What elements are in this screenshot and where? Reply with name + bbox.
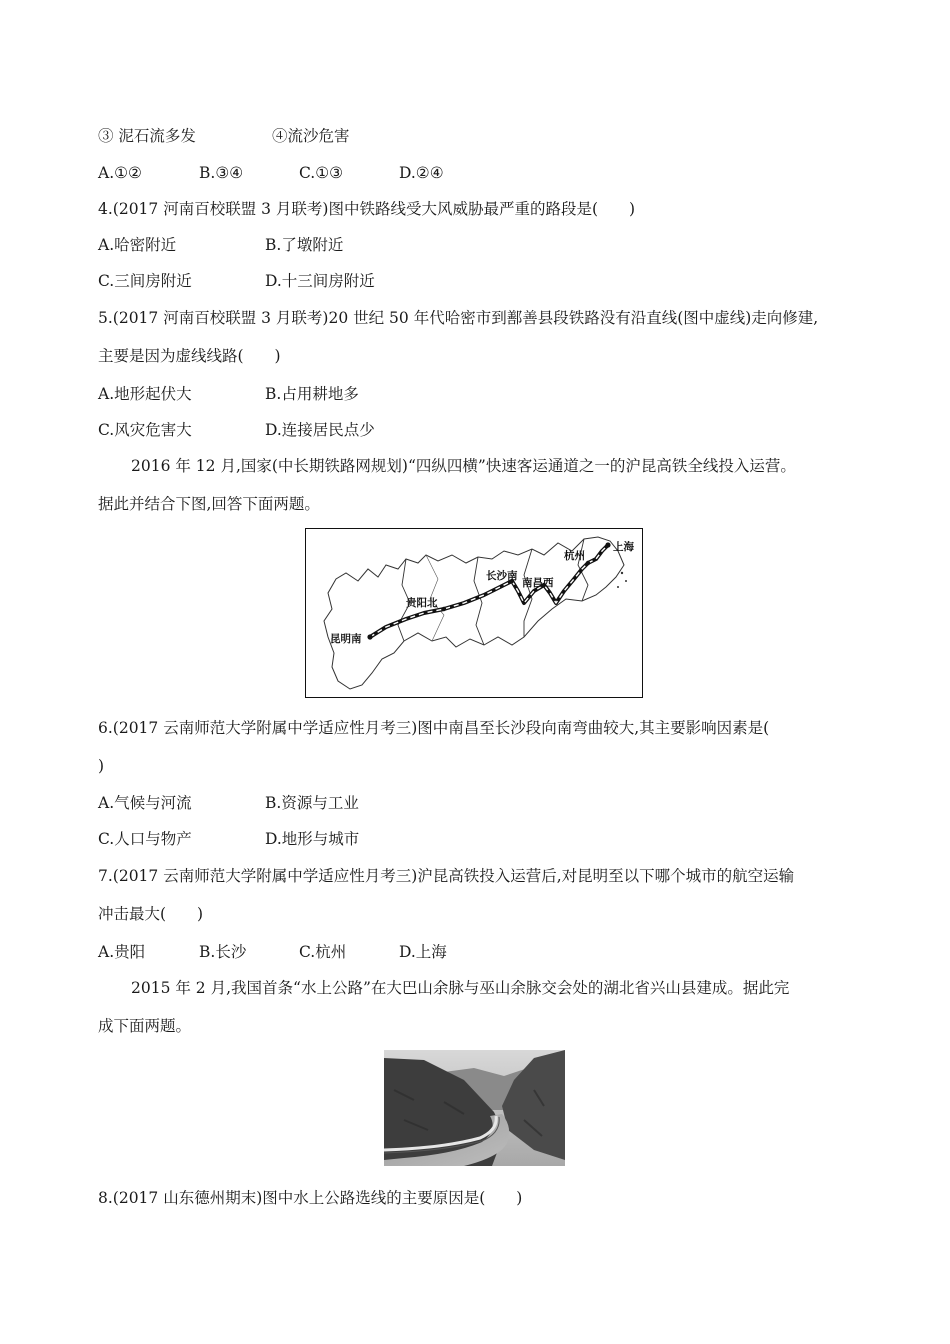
q6-stem-line2: ) [98, 757, 105, 775]
paragraph-water-road-line1: 2015 年 2 月,我国首条“水上公路”在大巴山余脉与巫山余脉交会处的湖北省兴山县建成。据此完 [131, 979, 790, 997]
q7-option-c: C.杭州 [299, 943, 347, 961]
q4-option-d: D.十三间房附近 [265, 272, 375, 290]
hukun-railway-map [305, 528, 643, 698]
paragraph-water-road-line2: 成下面两题。 [98, 1017, 192, 1035]
q4-option-b: B.了墩附近 [265, 236, 344, 254]
q6-option-b: B.资源与工业 [265, 794, 359, 812]
station-hangzhou [586, 561, 590, 565]
q7-option-a: A.贵阳 [98, 943, 146, 961]
border-guizhou-hunan [474, 557, 484, 645]
q5-option-d: D.连接居民点少 [265, 421, 375, 439]
q6-option-c: C.人口与物产 [98, 830, 192, 848]
q6-option-a: A.气候与河流 [98, 794, 192, 812]
q5-option-b: B.占用耕地多 [265, 385, 359, 403]
option-4: ④流沙危害 [272, 127, 350, 145]
option-3: ③ 泥石流多发 [98, 127, 196, 145]
island [621, 572, 623, 574]
q7-stem-line2: 冲击最大( ) [98, 905, 204, 923]
q4-option-a: A.哈密附近 [98, 236, 177, 254]
q7-option-d: D.上海 [399, 943, 447, 961]
q5-stem-line1: 5.(2017 河南百校联盟 3 月联考)20 世纪 50 年代哈密市到鄯善县段铁路没有沿直线(图中虚线)走向修建, [98, 309, 819, 327]
label-kunming: 昆明南 [330, 633, 362, 645]
water-highway-photo [384, 1050, 565, 1166]
label-nanchang: 南昌西 [522, 577, 554, 589]
q6-stem-line1: 6.(2017 云南师范大学附属中学适应性月考三)图中南昌至长沙段向南弯曲较大,其主要影响因素是( [98, 719, 770, 737]
q3-option-a: A.①② [98, 164, 142, 182]
station-guiyang [442, 607, 446, 611]
label-shanghai: 上海 [613, 541, 634, 553]
q4-option-c: C.三间房附近 [98, 272, 192, 290]
label-changsha: 长沙南 [486, 570, 518, 582]
q7-option-b: B.长沙 [199, 943, 247, 961]
q4-stem: 4.(2017 河南百校联盟 3 月联考)图中铁路线受大风威胁最严重的路段是( ) [98, 200, 636, 218]
q7-stem-line1: 7.(2017 云南师范大学附属中学适应性月考三)沪昆高铁投入运营后,对昆明至以下哪个城市的航空运输 [98, 867, 795, 885]
q3-option-d: D.②④ [399, 164, 444, 182]
q3-option-b: B.③④ [199, 164, 244, 182]
q3-option-c: C.①③ [299, 164, 344, 182]
label-hangzhou: 杭州 [564, 550, 585, 562]
q5-option-c: C.风灾危害大 [98, 421, 192, 439]
station-shanghai [605, 542, 610, 547]
q8-stem: 8.(2017 山东德州期末)图中水上公路选线的主要原因是( ) [98, 1189, 523, 1207]
paragraph-hukun-line1: 2016 年 12 月,国家(中长期铁路网规划)“四纵四横”快速客运通道之一的沪昆高铁全线投入运营。 [131, 457, 796, 475]
paragraph-hukun-line2: 据此并结合下图,回答下面两题。 [98, 495, 320, 513]
label-guiyang: 贵阳北 [406, 597, 438, 609]
station-kunming [367, 634, 372, 639]
island [625, 580, 627, 582]
map-drawing [306, 529, 642, 697]
q5-stem-line2: 主要是因为虚线线路( ) [98, 347, 281, 365]
q5-option-a: A.地形起伏大 [98, 385, 192, 403]
q6-option-d: D.地形与城市 [265, 830, 360, 848]
island [617, 586, 619, 588]
